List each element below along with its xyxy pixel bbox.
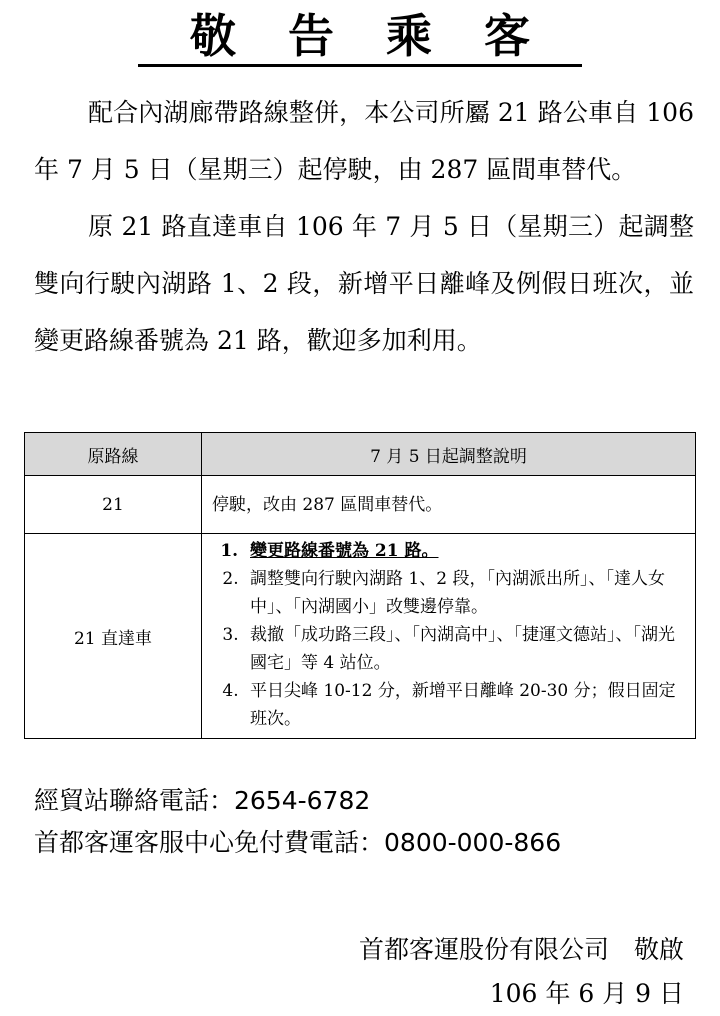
- description-text: 停駛，改由 287 區間車替代。: [212, 494, 443, 515]
- list-item: 3. 裁撤「成功路三段」、「內湖高中」、「捷運文德站」、「湖光國宅」等 4 站位。: [244, 621, 685, 677]
- paragraph-route-21-express-change: 原 21 路直達車自 106 年 7 月 5 日（星期三）起調整雙向行駛內湖路 1、2 段，新增平日離峰及例假日班次，並變更路線番號為 21 路，歡迎多加利用。: [34, 212, 694, 355]
- table-row: [25, 534, 696, 739]
- contact-info: [34, 780, 561, 864]
- notice-title-text: 敬告乘客: [138, 8, 582, 67]
- list-item: 4. 平日尖峰 10-12 分，新增平日離峰 20-30 分；假日固定班次。: [244, 677, 685, 733]
- station-phone: 經貿站聯絡電話：2654-6782: [34, 786, 371, 815]
- table-header-row: [25, 433, 696, 476]
- notice-body: [34, 84, 694, 369]
- notice-title: [0, 8, 720, 67]
- header-adjustment-description: 7 月 5 日起調整說明: [202, 433, 696, 476]
- notice-date: 106 年 6 月 9 日: [489, 979, 684, 1008]
- list-item-text: 變更路線番號為 21 路。: [250, 541, 439, 561]
- change-list: [202, 534, 695, 738]
- description-cell: [202, 534, 696, 739]
- signature-block: [359, 928, 684, 1016]
- paragraph-route-21-suspension: 配合內湖廊帶路線整併，本公司所屬 21 路公車自 106 年 7 月 5 日（星期三）起停駛，由 287 區間車替代。: [34, 98, 694, 184]
- route-cell: 21 直達車: [25, 534, 202, 739]
- company-signature: 首都客運股份有限公司 敬啟: [358, 935, 684, 964]
- list-item: [244, 537, 685, 565]
- customer-service-phone: 首都客運客服中心免付費電話：0800-000-866: [34, 828, 562, 857]
- list-item: 2. 調整雙向行駛內湖路 1、2 段，「內湖派出所」、「達人女中」、「內湖國小」改雙邊停靠。: [244, 565, 685, 621]
- adjustment-table: [24, 432, 696, 739]
- description-cell: [202, 476, 696, 534]
- table-row: [25, 476, 696, 534]
- header-original-route: 原路線: [25, 433, 202, 476]
- route-cell: 21: [25, 476, 202, 534]
